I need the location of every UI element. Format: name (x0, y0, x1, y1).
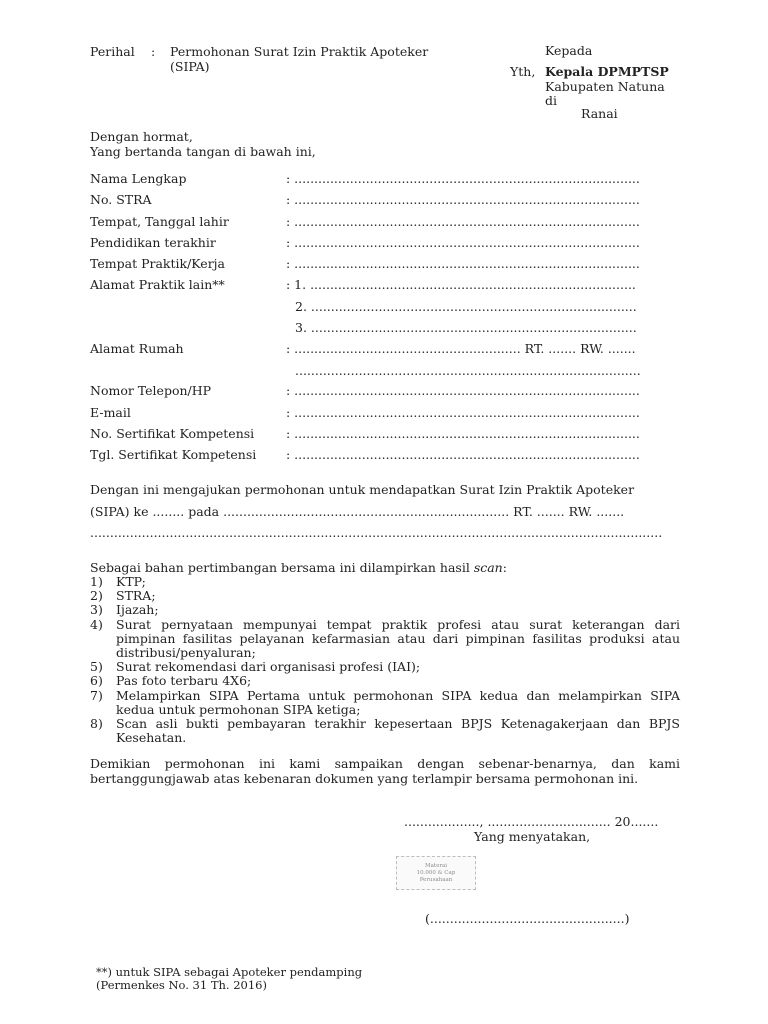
field-blank-stra: : ....................................................................................... (286, 192, 640, 207)
attachments-intro-colon: : (502, 560, 507, 575)
list-item-number: 3) (90, 602, 103, 618)
recipient-title: Kepala DPMPTSP (545, 64, 669, 79)
list-item-number: 8) (90, 716, 103, 732)
list-item (90, 689, 680, 717)
field-blank-telepon: : ....................................................................................... (286, 383, 640, 398)
list-item (90, 660, 680, 674)
list-item-number: 6) (90, 673, 103, 689)
field-label-ttl: Tempat, Tanggal lahir (90, 214, 229, 229)
list-item (90, 674, 680, 688)
intro-text: Yang bertanda tangan di bawah ini, (90, 144, 316, 159)
recipient-di: di (545, 93, 557, 108)
field-blank-tgl-sertifikat: : ....................................................................................... (286, 447, 640, 462)
list-item-text: Scan asli bukti pembayaran terakhir kepesertaan BPJS Ketenagakerjaan dan BPJS Kesehatan. (116, 716, 680, 746)
field-blank-praktik: : ....................................................................................... (286, 256, 640, 271)
request-line-3: ................................................................................................................................................ (90, 526, 663, 540)
signature-name-line: (.................................................) (425, 911, 630, 926)
request-line-1: Dengan ini mengajukan permohonan untuk mendapatkan Surat Izin Praktik Apoteker (90, 482, 635, 497)
list-item-number: 4) (90, 616, 103, 632)
perihal-colon: : (151, 44, 156, 59)
list-item (90, 603, 680, 617)
list-item (90, 575, 680, 589)
field-blank-rumah-2: ....................................................................................... (295, 363, 641, 378)
field-blank-rumah-1: : ......................................................... RT. ....... RW. ....... (286, 341, 636, 356)
list-item-number: 7) (90, 687, 103, 703)
recipient-regency: Kabupaten Natuna (545, 79, 665, 94)
closing-paragraph: Demikian permohonan ini kami sampaikan dengan sebenar-benarnya, dan kami bertanggungjawab atas kebenaran dokumen yang terlampir bersama permohonan ini. (90, 756, 680, 786)
field-label-telepon: Nomor Telepon/HP (90, 383, 212, 398)
field-blank-praktik-lain-2: 2. .................................................................................. (295, 299, 637, 314)
footnote-line-1: **) untuk SIPA sebagai Apoteker pendamping (96, 965, 363, 979)
perihal-subject-line2: (SIPA) (170, 59, 210, 74)
yth-label: Yth, (510, 64, 536, 79)
field-blank-sertifikat: : ....................................................................................... (286, 426, 640, 441)
field-label-tgl-sertifikat: Tgl. Sertifikat Kompetensi (90, 447, 257, 462)
perihal-label: Perihal (90, 44, 135, 59)
attachments-intro (90, 561, 507, 575)
signature-date-line: ..................., ............................... 20....... (404, 814, 659, 829)
field-blank-pendidikan: : ....................................................................................... (286, 235, 640, 250)
stamp-placeholder (396, 856, 476, 890)
list-item-text: Pas foto terbaru 4X6; (116, 673, 252, 689)
list-item-text: KTP; (116, 574, 146, 589)
list-item-number: 2) (90, 588, 103, 604)
list-item (90, 618, 680, 661)
request-line-2: (SIPA) ke ........ pada ........................................................................ RT. ....... RW. ....... (90, 504, 625, 519)
list-item (90, 717, 680, 745)
list-item-number: 1) (90, 574, 103, 589)
list-item-text: Ijazah; (116, 602, 159, 618)
stamp-text-3: Perusahaan (419, 877, 453, 883)
attachment-list (90, 575, 680, 745)
list-item-text: Melampirkan SIPA Pertama untuk permohonan SIPA kedua dan melampirkan SIPA kedua untuk permohonan SIPA ketiga; (116, 687, 680, 717)
field-blank-email: : ....................................................................................... (286, 405, 640, 420)
list-item-number: 5) (90, 659, 103, 675)
kepada-label: Kepada (545, 43, 593, 58)
list-item-text: Surat pernyataan mempunyai tempat praktik profesi atau surat keterangan dari pimpinan fasilitas pelayanan kefarmasian atau dari pimpinan fasilitas produksi atau distribusi/penyaluran; (116, 616, 680, 661)
recipient-place: Ranai (581, 106, 618, 121)
footnote-line-2: (Permenkes No. 31 Th. 2016) (96, 978, 267, 992)
perihal-subject: Permohonan Surat Izin Praktik Apoteker (170, 44, 429, 59)
field-blank-ttl: : ....................................................................................... (286, 214, 640, 229)
field-label-nama: Nama Lengkap (90, 171, 187, 186)
field-blank-praktik-lain-3: 3. .................................................................................. (295, 320, 637, 335)
field-label-praktik: Tempat Praktik/Kerja (90, 256, 225, 271)
field-label-pendidikan: Pendidikan terakhir (90, 235, 216, 250)
stamp-text-1: Materai (424, 863, 448, 869)
list-item (90, 589, 680, 603)
signature-statement: Yang menyatakan, (474, 829, 591, 844)
list-item-text: Surat rekomendasi dari organisasi profesi (IAI); (116, 659, 421, 675)
field-label-stra: No. STRA (90, 192, 152, 207)
field-label-email: E-mail (90, 405, 131, 420)
attachments-intro-italic: scan (473, 560, 503, 575)
stamp-text-2: 10.000 & Cap (416, 870, 456, 876)
field-label-sertifikat: No. Sertifikat Kompetensi (90, 426, 255, 441)
list-item-text: STRA; (116, 588, 156, 604)
field-blank-praktik-lain-1: : 1. .................................................................................. (286, 277, 636, 292)
field-blank-nama: : ....................................................................................... (286, 171, 640, 186)
attachments-intro-text: Sebagai bahan pertimbangan bersama ini dilampirkan hasil (90, 560, 474, 575)
field-label-praktik-lain: Alamat Praktik lain** (90, 277, 225, 292)
field-label-rumah: Alamat Rumah (90, 341, 184, 356)
greeting: Dengan hormat, (90, 129, 193, 144)
